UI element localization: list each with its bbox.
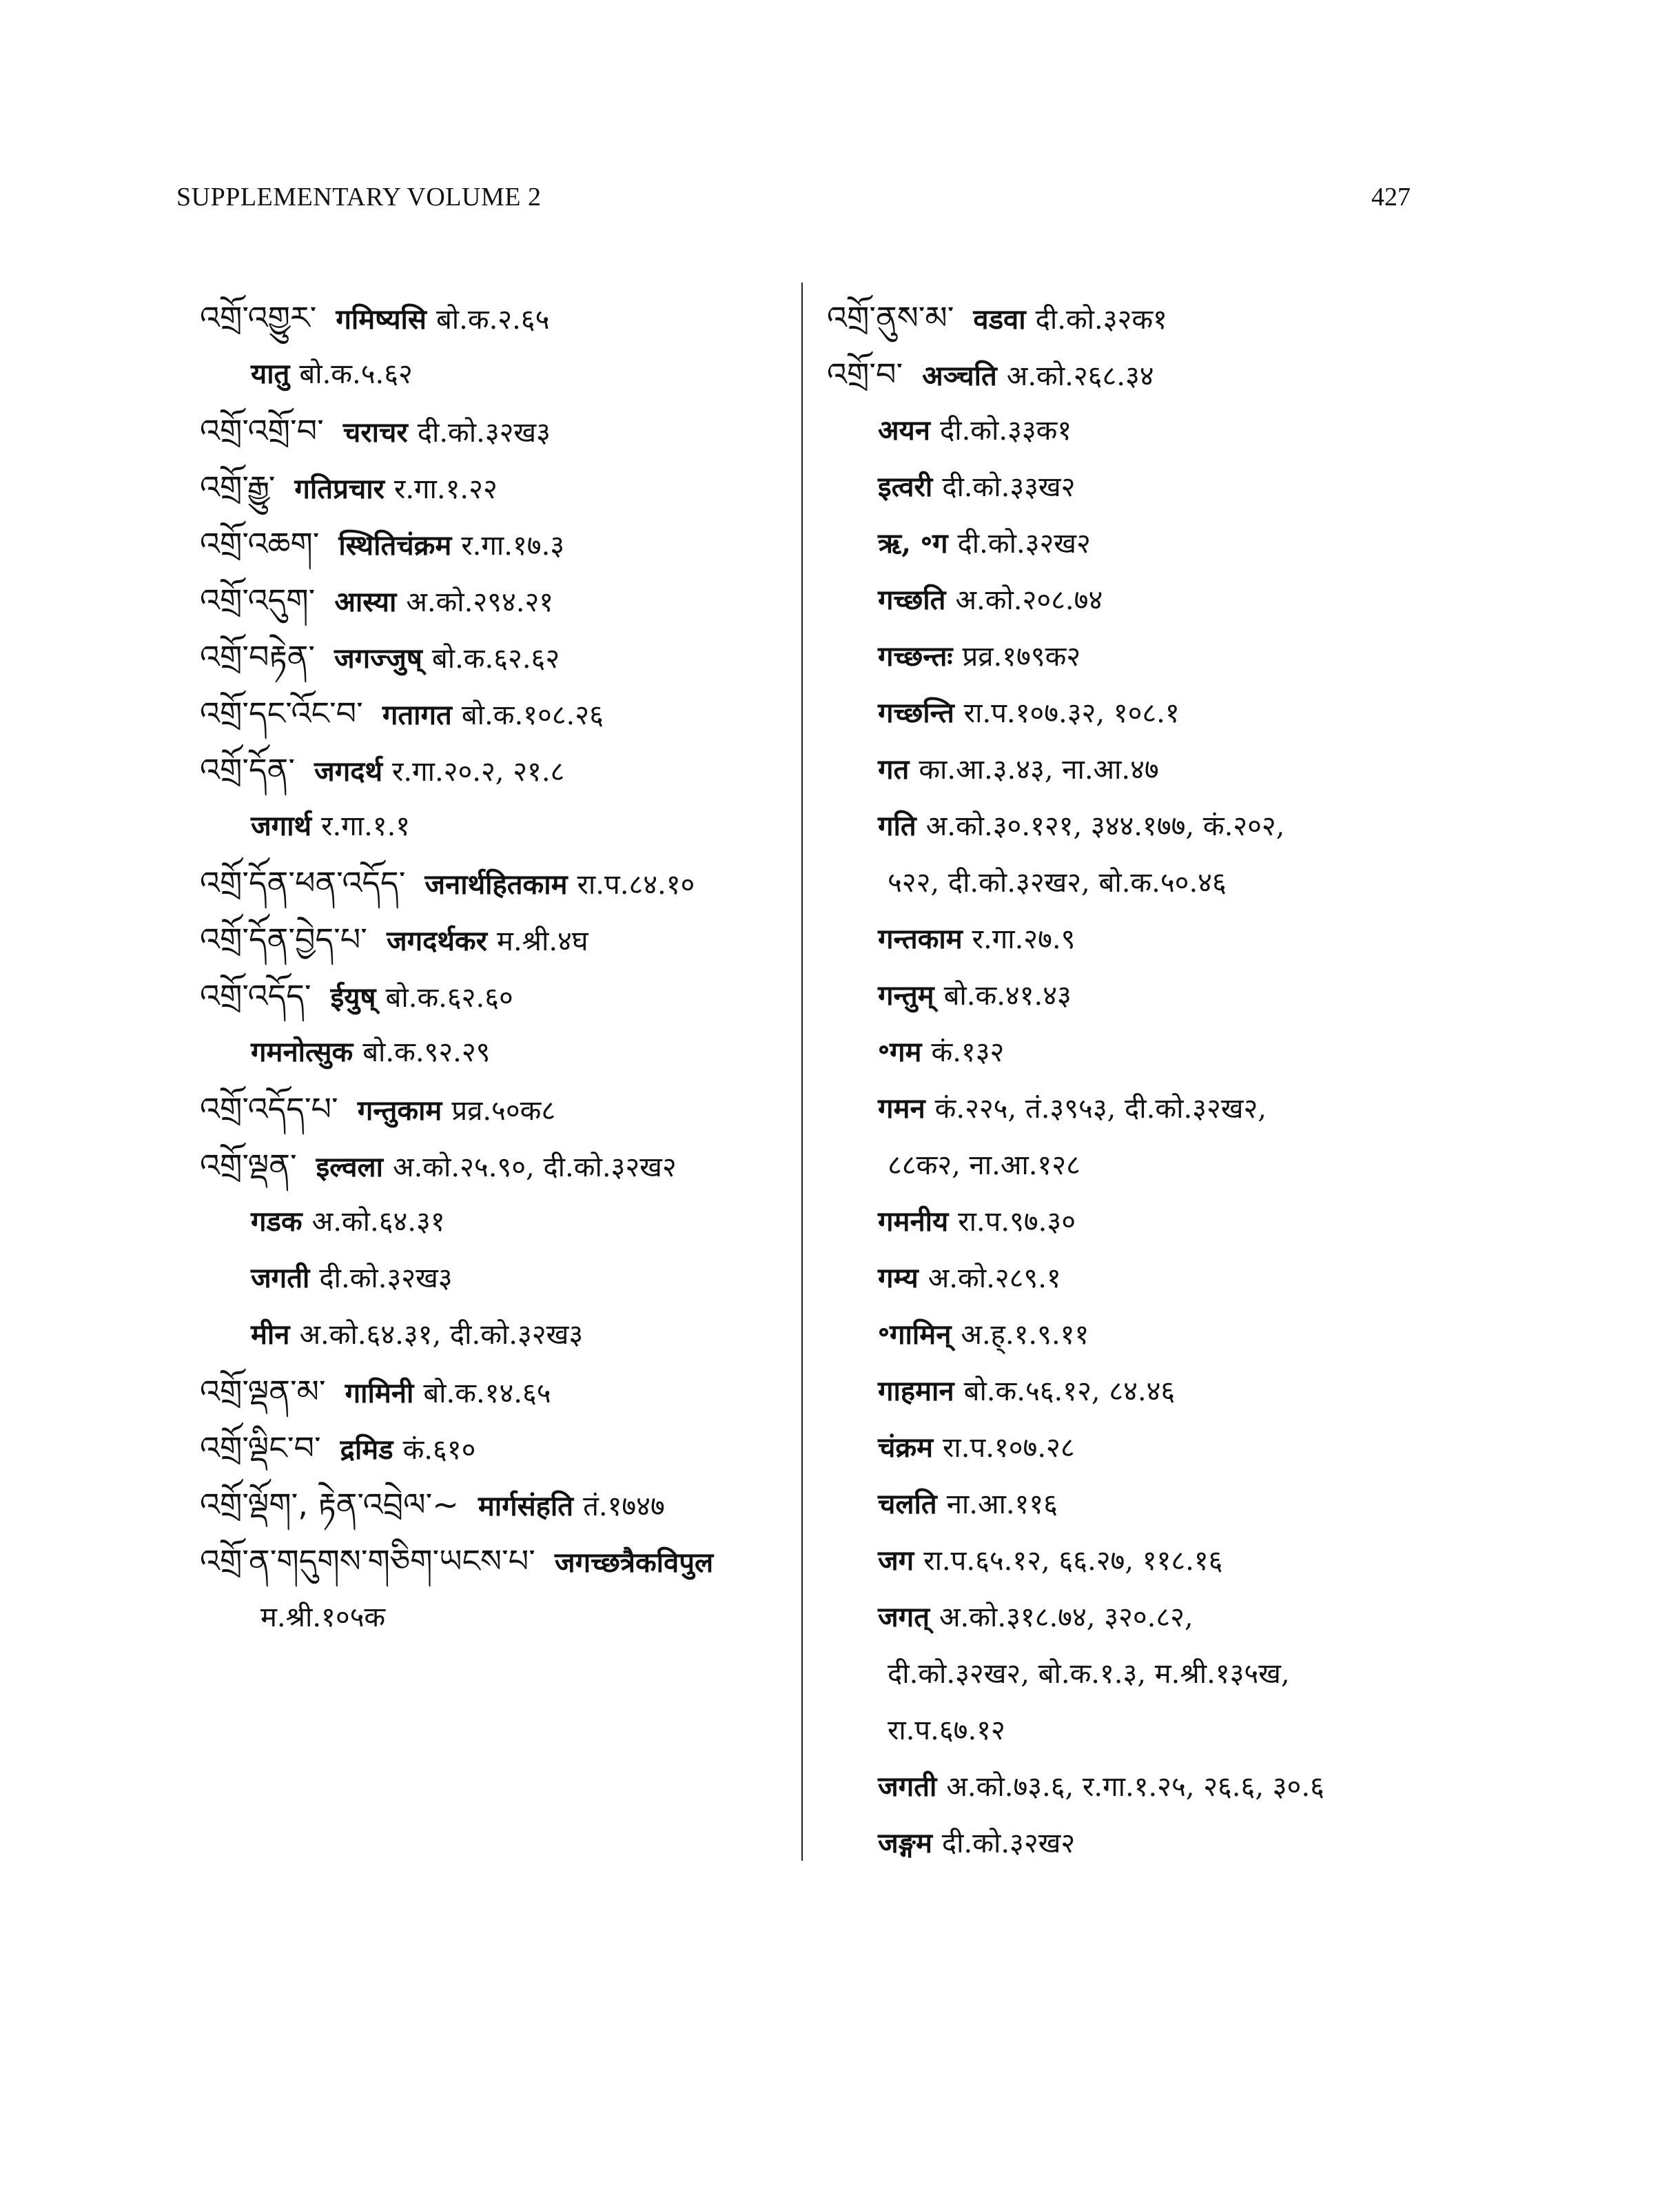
sanskrit-equivalent: गमिष्यसि xyxy=(336,303,427,336)
dictionary-entry xyxy=(200,629,792,685)
sanskrit-equivalent: जगच्छत्रैकविपुल xyxy=(554,1546,714,1579)
tibetan-headword: འགྲོ་དང་འོང་བ་ xyxy=(200,695,363,732)
dictionary-entry xyxy=(200,685,792,742)
dictionary-entry xyxy=(827,855,1447,911)
source-reference: कं.६१० xyxy=(402,1434,476,1466)
dictionary-entry xyxy=(200,572,792,629)
source-reference: अ.को.२५.९०, दी.को.३२ख२ xyxy=(393,1152,677,1183)
right-column xyxy=(827,289,1447,1872)
sanskrit-equivalent: जगत् xyxy=(878,1601,930,1633)
source-reference: बो.क.४१.४३ xyxy=(943,980,1072,1012)
dictionary-entry xyxy=(200,1250,792,1307)
dictionary-entry xyxy=(827,459,1447,515)
source-reference: अ.को.२०८.७४ xyxy=(955,584,1103,616)
dictionary-entry xyxy=(827,1589,1447,1646)
dictionary-entry xyxy=(200,459,792,515)
tibetan-headword: འགྲོ་བརྟེན་ xyxy=(200,638,315,675)
source-reference: प्रव्र.१७९क२ xyxy=(962,641,1081,673)
source-reference: ५२२, दी.को.३२ख२, बो.क.५०.४६ xyxy=(888,867,1227,899)
sanskrit-equivalent: द्रमिड xyxy=(340,1433,393,1466)
sanskrit-equivalent: गाहमान xyxy=(878,1375,954,1407)
source-reference: दी.को.३२क१ xyxy=(1035,304,1167,336)
source-reference: बो.क.१४.६५ xyxy=(423,1378,551,1409)
source-reference: दी.को.३२ख२, बो.क.१.३, म.श्री.१३५ख, xyxy=(888,1658,1290,1690)
source-reference: र.गा.२०.२, २१.८ xyxy=(392,756,565,788)
sanskrit-equivalent: जङ्गम xyxy=(878,1827,932,1859)
sanskrit-equivalent: ॰गम xyxy=(878,1036,922,1068)
dictionary-entry xyxy=(200,1307,792,1363)
tibetan-headword: འགྲོ་འདུག་ xyxy=(200,582,316,619)
source-reference: प्रव्र.५०क८ xyxy=(451,1095,556,1127)
tibetan-headword: འགྲོ་ནུས་མ་ xyxy=(827,299,954,336)
sanskrit-equivalent: जगती xyxy=(878,1770,937,1803)
sanskrit-equivalent: जगज्जुष् xyxy=(334,642,422,675)
sanskrit-equivalent: गत xyxy=(878,753,910,786)
dictionary-entry xyxy=(200,798,792,855)
dictionary-entry xyxy=(827,1420,1447,1476)
tibetan-headword: འགྲོ་བ་ xyxy=(827,356,903,393)
source-reference: अ.को.६४.३१ xyxy=(311,1206,445,1238)
dictionary-entry xyxy=(200,402,792,459)
sanskrit-equivalent: गच्छति xyxy=(878,584,946,616)
sanskrit-equivalent: गच्छन्ति xyxy=(878,697,954,729)
dictionary-entry xyxy=(827,629,1447,685)
dictionary-entry xyxy=(827,1307,1447,1363)
sanskrit-equivalent: गमन xyxy=(878,1092,925,1125)
source-reference: अ.को.२८९.१ xyxy=(928,1263,1061,1294)
sanskrit-equivalent: जग xyxy=(878,1544,914,1577)
dictionary-entry xyxy=(827,742,1447,798)
source-reference: र.गा.२७.९ xyxy=(972,923,1076,955)
tibetan-headword: འགྲོ་འགྱུར་ xyxy=(200,299,317,336)
sanskrit-equivalent: ऋ, ॰ग xyxy=(878,527,948,560)
source-reference: कं.१३२ xyxy=(931,1036,1005,1068)
sanskrit-equivalent: जनार्थहितकाम xyxy=(424,868,568,901)
dictionary-entry xyxy=(827,1194,1447,1250)
dictionary-entry xyxy=(827,402,1447,459)
sanskrit-equivalent: वडवा xyxy=(973,303,1026,336)
sanskrit-equivalent: गामिनी xyxy=(345,1377,414,1409)
source-reference: दी.को.३२ख३ xyxy=(319,1263,453,1294)
dictionary-entry xyxy=(827,1646,1447,1702)
dictionary-entry xyxy=(200,742,792,798)
sanskrit-equivalent: ईयुष् xyxy=(330,981,376,1014)
dictionary-entry xyxy=(200,1194,792,1250)
source-reference: ८८क२, ना.आ.१२८ xyxy=(888,1149,1080,1181)
left-column xyxy=(200,289,792,1646)
source-reference: र.गा.१.२२ xyxy=(393,473,498,505)
source-reference: अ.को.७३.६, र.गा.१.२५, २६.६, ३०.६ xyxy=(946,1771,1324,1803)
dictionary-entry xyxy=(827,1759,1447,1815)
sanskrit-equivalent: मीन xyxy=(251,1318,290,1351)
sanskrit-equivalent: चलति xyxy=(878,1488,937,1520)
sanskrit-equivalent: स्थितिचंक्रम xyxy=(338,529,452,562)
dictionary-entry xyxy=(200,1024,792,1081)
source-reference: तं.१७४७ xyxy=(583,1491,665,1522)
source-reference: अ.को.२६८.३४ xyxy=(1006,360,1154,392)
source-reference: बो.क.१०८.२६ xyxy=(461,699,604,731)
source-reference: रा.प.६५.१२, ६६.२७, ११८.१६ xyxy=(923,1545,1223,1577)
source-reference: अ.को.६४.३१, दी.को.३२ख३ xyxy=(299,1319,584,1351)
source-reference: रा.प.६७.१२ xyxy=(888,1715,1005,1746)
source-reference: र.गा.१.१ xyxy=(321,810,411,842)
source-reference: रा.प.१०७.३२, १०८.१ xyxy=(963,697,1180,729)
sanskrit-equivalent: इत्वरी xyxy=(878,471,933,503)
source-reference: कं.२२५, तं.३९५३, दी.को.३२ख२, xyxy=(934,1093,1267,1125)
source-reference: दी.को.३३ख२ xyxy=(942,471,1076,503)
tibetan-headword: འགྲོ་དོན་བྱེད་པ་ xyxy=(200,921,367,958)
sanskrit-equivalent: गतागत xyxy=(382,699,452,731)
dictionary-entry xyxy=(827,1137,1447,1194)
sanskrit-equivalent: इल्वला xyxy=(316,1151,384,1183)
sanskrit-equivalent: जगती xyxy=(251,1262,310,1294)
source-reference: रा.प.१०७.२८ xyxy=(943,1432,1075,1464)
source-reference: दी.को.३३क१ xyxy=(939,415,1072,447)
dictionary-entry xyxy=(200,1363,792,1420)
dictionary-entry xyxy=(200,1081,792,1137)
sanskrit-equivalent: जगार्थ xyxy=(251,810,312,842)
sanskrit-equivalent: जगदर्थ xyxy=(314,755,383,788)
dictionary-entry xyxy=(200,1137,792,1194)
tibetan-headword: འགྲོ་འཆག་ xyxy=(200,525,320,562)
tibetan-headword: འགྲོ་འགྲོ་བ་ xyxy=(200,412,324,449)
source-reference: अ.को.२९४.२१ xyxy=(406,586,554,618)
tibetan-headword: འགྲོ་ལྡོག་, རྟེན་འབྲེལ་~ xyxy=(200,1486,459,1523)
source-reference: ना.आ.११६ xyxy=(946,1489,1058,1520)
dictionary-entry xyxy=(827,911,1447,968)
dictionary-entry xyxy=(200,1533,792,1589)
source-reference: अ.को.३१८.७४, ३२०.८२, xyxy=(939,1602,1194,1633)
dictionary-entry xyxy=(827,572,1447,629)
dictionary-entry xyxy=(200,346,792,402)
source-reference: रा.प.८४.१० xyxy=(577,869,695,901)
source-reference: दी.को.३२ख२ xyxy=(957,528,1091,560)
sanskrit-equivalent: गन्तकाम xyxy=(878,923,963,955)
source-reference: रा.प.९७.३० xyxy=(958,1206,1076,1238)
tibetan-headword: འགྲོ་ལྡིང་བ་ xyxy=(200,1429,321,1467)
dictionary-entry xyxy=(200,968,792,1024)
dictionary-entry xyxy=(827,1363,1447,1420)
tibetan-headword: འགྲོ་འདོད་པ་ xyxy=(200,1090,338,1127)
sanskrit-equivalent: गम्य xyxy=(878,1262,919,1294)
source-reference: म.श्री.१०५क xyxy=(260,1602,386,1633)
sanskrit-equivalent: मार्गसंहति xyxy=(478,1490,574,1522)
sanskrit-equivalent: चंक्रम xyxy=(878,1431,934,1464)
sanskrit-equivalent: गन्तुकाम xyxy=(357,1094,442,1127)
sanskrit-equivalent: गन्तुम् xyxy=(878,979,934,1012)
running-head: SUPPLEMENTARY VOLUME 2 xyxy=(176,183,542,212)
page-number: 427 xyxy=(1371,183,1411,212)
source-reference: बो.क.९२.२९ xyxy=(362,1036,491,1068)
dictionary-entry xyxy=(827,346,1447,402)
dictionary-entry xyxy=(827,1476,1447,1533)
source-reference: बो.क.५६.१२, ८४.४६ xyxy=(963,1376,1176,1407)
dictionary-entry xyxy=(200,855,792,911)
source-reference: दी.को.३२ख२ xyxy=(941,1828,1076,1859)
dictionary-entry xyxy=(200,515,792,572)
source-reference: बो.क.६२.६० xyxy=(385,982,513,1014)
dictionary-entry xyxy=(827,1250,1447,1307)
dictionary-entry xyxy=(827,515,1447,572)
tibetan-headword: འགྲོ་ན་གདུགས་གཅིག་ཡངས་པ་ xyxy=(200,1542,535,1580)
sanskrit-equivalent: गमनीय xyxy=(878,1205,949,1238)
source-reference: बो.क.६२.६२ xyxy=(431,643,560,675)
dictionary-entry xyxy=(827,1815,1447,1872)
sanskrit-equivalent: गडक xyxy=(251,1205,303,1238)
sanskrit-equivalent: अञ्चति xyxy=(922,360,997,392)
dictionary-entry xyxy=(200,1476,792,1533)
tibetan-headword: འགྲོ་ལྡན་མ་ xyxy=(200,1373,326,1410)
source-reference: अ.ह्.१.९.११ xyxy=(961,1319,1089,1351)
column-divider xyxy=(801,283,803,1861)
dictionary-entry xyxy=(827,1024,1447,1081)
dictionary-entry xyxy=(827,798,1447,855)
dictionary-entry xyxy=(200,1589,792,1646)
sanskrit-equivalent: जगदर्थकर xyxy=(386,925,488,957)
dictionary-entry xyxy=(827,1533,1447,1589)
dictionary-entry xyxy=(200,289,792,346)
dictionary-entry xyxy=(827,968,1447,1024)
source-reference: म.श्री.४घ xyxy=(497,926,588,957)
source-reference: अ.को.३०.१२१, ३४४.१७७, कं.२०२, xyxy=(925,810,1285,842)
dictionary-entry xyxy=(200,911,792,968)
dictionary-entry xyxy=(827,685,1447,742)
sanskrit-equivalent: ॰गामिन् xyxy=(878,1318,952,1351)
dictionary-entry xyxy=(827,1081,1447,1137)
tibetan-headword: འགྲོ་དོན་ xyxy=(200,751,296,788)
source-reference: दी.को.३२ख३ xyxy=(417,417,551,449)
source-reference: बो.क.५.६२ xyxy=(299,358,413,390)
sanskrit-equivalent: गतिप्रचार xyxy=(294,473,385,505)
tibetan-headword: འགྲོ་འདོད་ xyxy=(200,977,311,1014)
source-reference: का.आ.३.४३, ना.आ.४७ xyxy=(919,754,1159,786)
sanskrit-equivalent: गमनोत्सुक xyxy=(251,1036,354,1068)
sanskrit-equivalent: यातु xyxy=(251,358,290,390)
sanskrit-equivalent: गति xyxy=(878,810,916,842)
dictionary-entry xyxy=(200,1420,792,1476)
sanskrit-equivalent: आस्या xyxy=(334,586,397,618)
dictionary-entry xyxy=(827,289,1447,346)
sanskrit-equivalent: अयन xyxy=(878,414,930,447)
tibetan-headword: འགྲོ་རྒྱུ་ xyxy=(200,469,276,506)
dictionary-entry xyxy=(827,1702,1447,1759)
sanskrit-equivalent: चराचर xyxy=(342,416,408,449)
tibetan-headword: འགྲོ་དོན་ཕན་འདོད་ xyxy=(200,864,406,901)
source-reference: र.गा.१७.३ xyxy=(461,530,565,562)
source-reference: बो.क.२.६५ xyxy=(436,304,550,336)
sanskrit-equivalent: गच्छन्तः xyxy=(878,640,953,673)
tibetan-headword: འགྲོ་ལྡན་ xyxy=(200,1147,297,1184)
